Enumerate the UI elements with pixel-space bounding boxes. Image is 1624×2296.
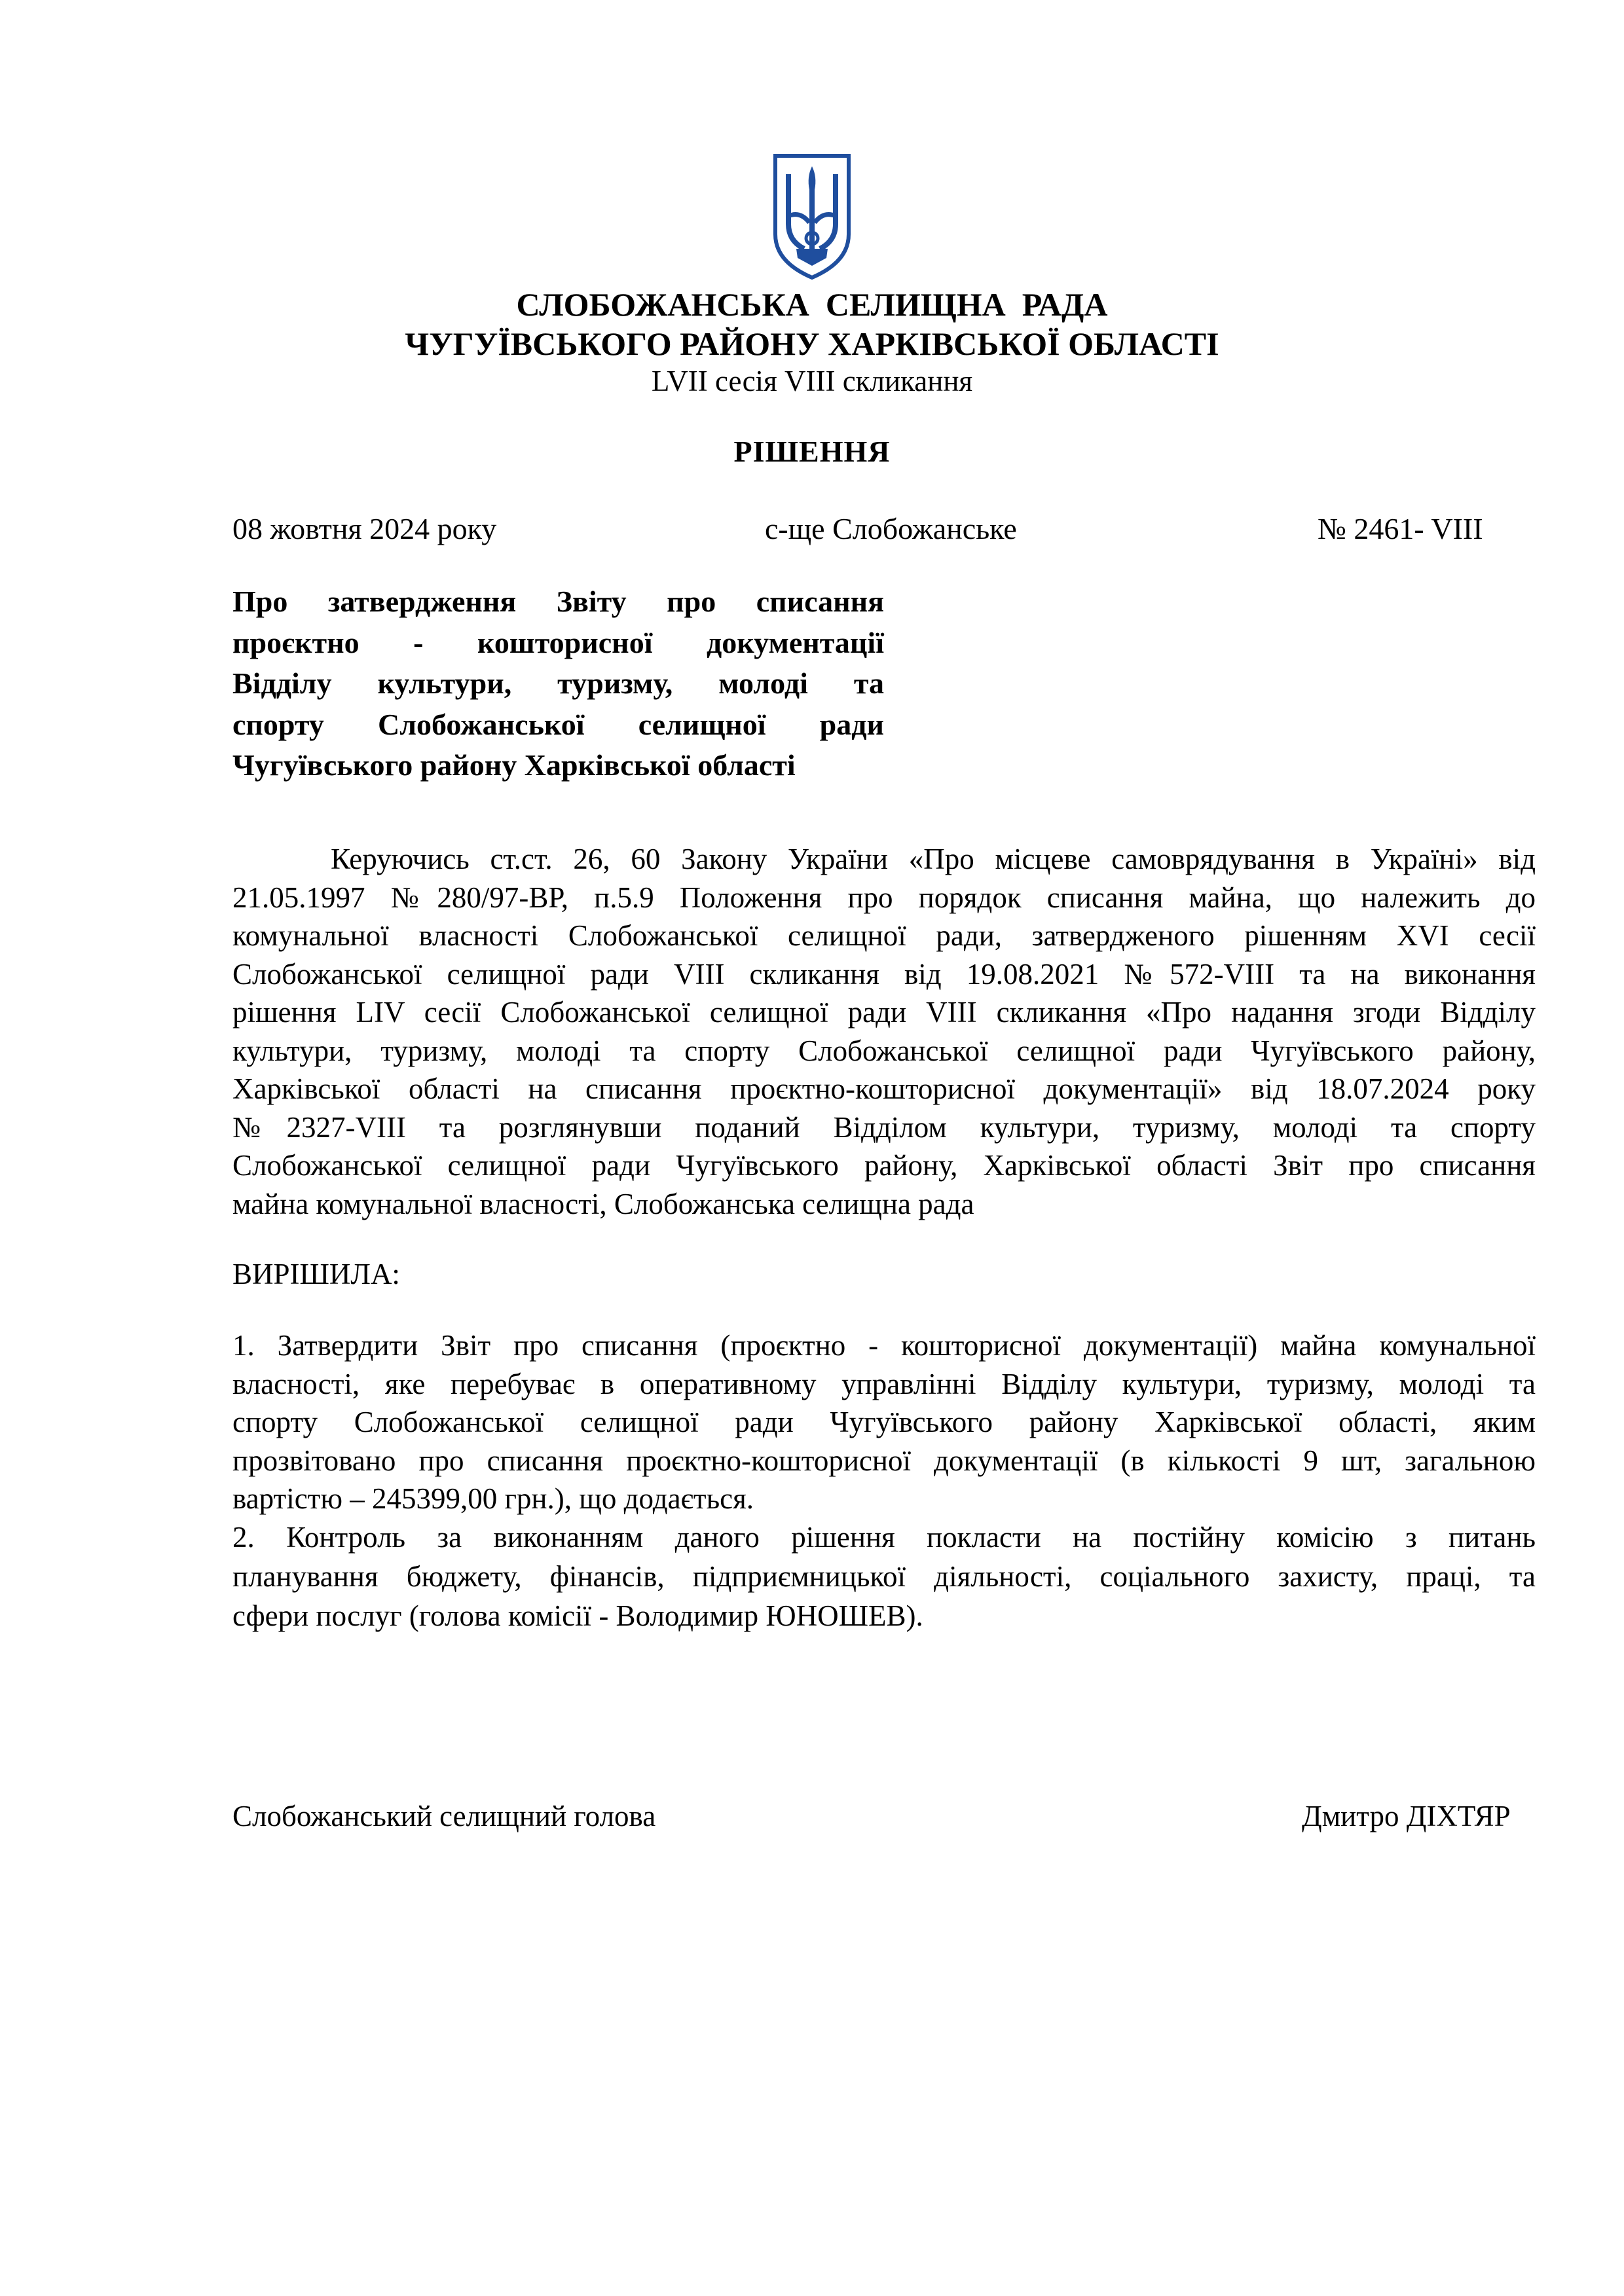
preamble-line: №2327-VIII та розглянувши поданий Відділом культури, туризму, молоді та спорту	[232, 1110, 1536, 1144]
item-line: власності, яке перебуває в оперативному управлінні Відділу культури, туризму, молоді та	[232, 1367, 1536, 1400]
item-line: 2. Контроль за виконанням даного рішення покласти на постійну комісію з питань	[232, 1521, 1536, 1554]
preamble-line: Харківської області на списання проєктно-кошторисної документації» від 18.07.2024 року	[232, 1072, 1536, 1105]
subject-line: Про затвердження Звіту про списання	[232, 585, 884, 618]
signatory-position: Слобожанський селищний голова	[232, 1800, 656, 1832]
preamble-line: Слобожанської селищної ради Чугуївського району, Харківської області Звіт про списання	[232, 1149, 1536, 1182]
resolution-item-1	[232, 1326, 1536, 1518]
decision-date: 08 жовтня 2024 року	[232, 512, 497, 545]
item-line: прозвітовано про списання проєктно-кошторисної документації (в кількості 9 шт, загальною	[232, 1444, 1536, 1477]
signatory-name: Дмитро ДІХТЯР	[1302, 1800, 1511, 1832]
decision-number: № 2461- VIII	[1318, 512, 1483, 545]
item-line: 1. Затвердити Звіт про списання (проєктно - кошторисної документації) майна комунальної	[232, 1329, 1536, 1362]
council-name: СЛОБОЖАНСЬКА СЕЛИЩНА РАДА	[516, 286, 1108, 323]
preamble-line: Слобожанської селищної ради VIII скликання від 19.08.2021 №572-VIII та на виконання	[232, 957, 1536, 991]
decision-subject	[232, 581, 884, 786]
subject-line: Чугуївського району Харківської області	[232, 748, 796, 782]
item-line: планування бюджету, фінансів, підприємницької діяльності, соціального захисту, праці, та	[232, 1560, 1536, 1593]
preamble-line: майна комунальної власності, Слобожанська селищна рада	[232, 1187, 974, 1220]
preamble-line: 21.05.1997 №280/97-ВР, п.5.9 Положення про порядок списання майна, що належить до	[232, 881, 1536, 914]
resolution-item-2	[232, 1518, 1536, 1635]
item-line: спорту Слобожанської селищної ради Чугуївського району Харківської області, яким	[232, 1406, 1536, 1438]
council-district: ЧУГУЇВСЬКОГО РАЙОНУ ХАРКІВСЬКОЇ ОБЛАСТІ	[405, 325, 1219, 362]
preamble-paragraph	[232, 840, 1536, 1223]
preamble-line: культури, туризму, молоді та спорту Слобожанської селищної ради Чугуївського району,	[232, 1034, 1536, 1067]
decision-place: с-ще Слобожанське	[765, 512, 1017, 545]
preamble-line: рішення LIV сесії Слобожанської селищної ради VIII скликання «Про надання згоди Відділу	[232, 996, 1536, 1029]
session-line: LVII сесія VIII скликання	[651, 365, 973, 397]
subject-line: Відділу культури, туризму, молоді та	[232, 666, 884, 700]
item-line: сфери послуг (голова комісії - Володимир ЮНОШЕВ).	[232, 1599, 923, 1632]
council-header	[0, 285, 1624, 363]
coat-of-arms-icon	[766, 151, 858, 282]
preamble-line: Керуючись ст.ст. 26, 60 Закону України «Про місцеве самоврядування в Україні» від	[331, 843, 1536, 875]
preamble-line: комунальної власності Слобожанської селищної ради, затвердженого рішенням XVI сесії	[232, 919, 1536, 952]
subject-line: спорту Слобожанської селищної ради	[232, 707, 884, 741]
resolved-label: ВИРІШИЛА:	[232, 1258, 400, 1290]
item-line: вартістю – 245399,00 грн.), що додається.	[232, 1482, 754, 1515]
subject-line: проєктно - кошторисної документації	[232, 625, 884, 659]
document-type-title: РІШЕННЯ	[733, 435, 891, 468]
